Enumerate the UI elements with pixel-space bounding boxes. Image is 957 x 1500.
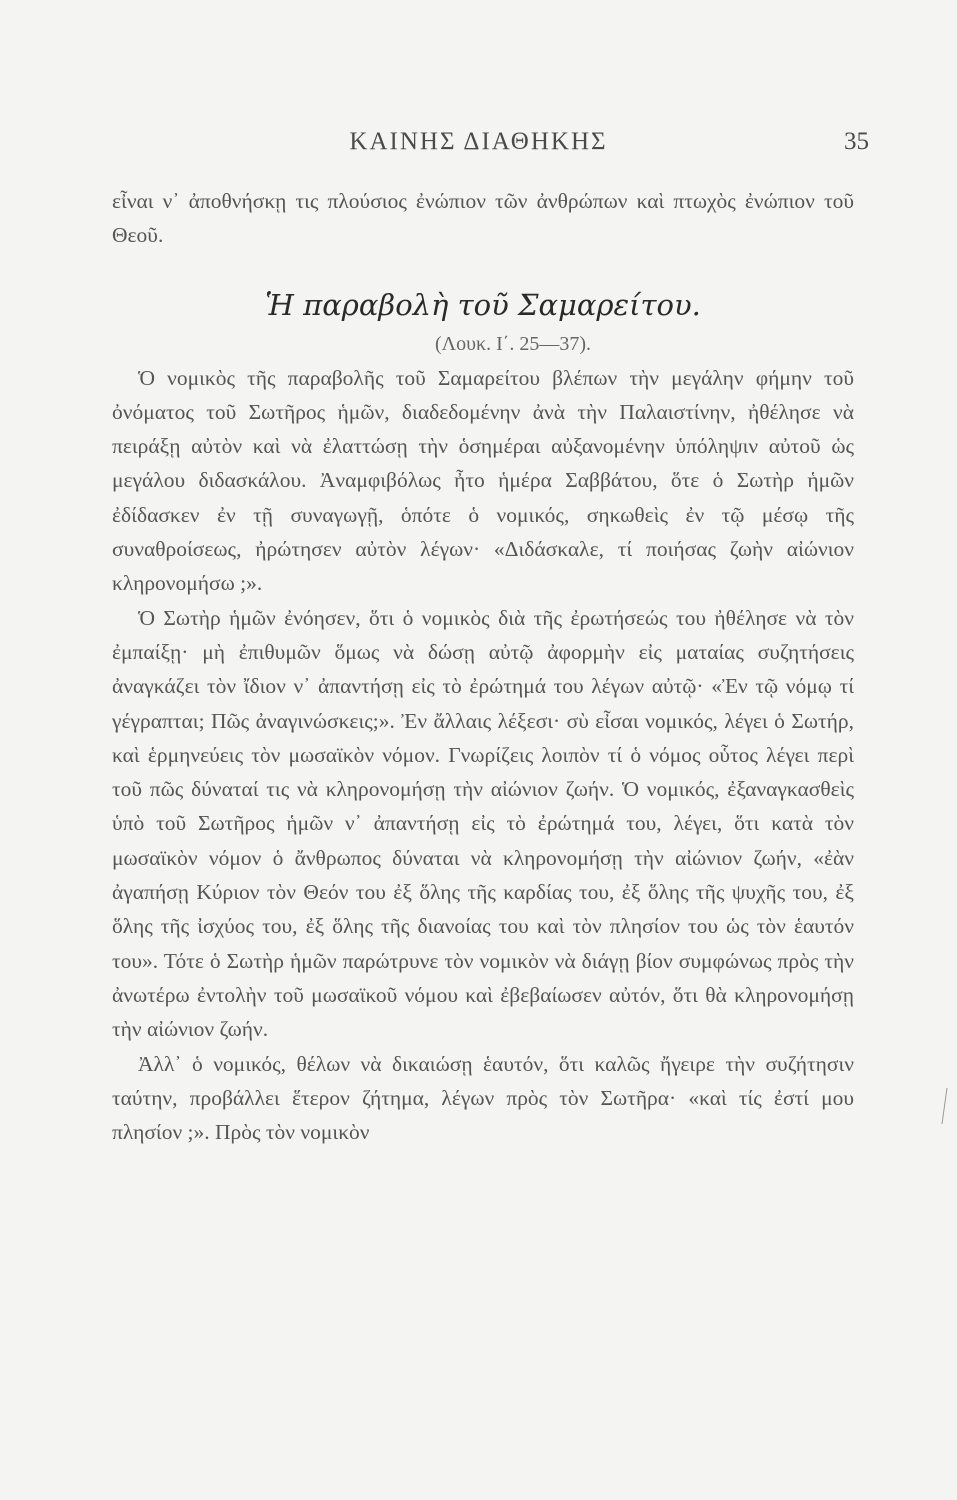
paragraph-2: Ὁ Σωτὴρ ἡμῶν ἐνόησεν, ὅτι ὁ νομικὸς διὰ τῆς ἐρωτήσεώς του ἠθέλησε νὰ τὸν ἐμπαίξῃ· μὴ ἐπιθυμῶν ὅμως νὰ δώσῃ αὐτῷ ἀφορμὴν εἰς ματαίας συζητήσεις ἀναγκάζει τὸν ἴδιον ν᾿ ἀπαντήσῃ εἰς τὸ ἐρώτημά του λέγων αὐτῷ· «Ἐν τῷ νόμῳ τί γέγραπται; Πῶς ἀναγινώσκεις;». Ἐν ἄλλαις λέξεσι· σὺ εἶσαι νομικός, λέγει ὁ Σωτήρ, καὶ ἑρμηνεύεις τὸν μωσαϊκὸν νόμον. Γνωρίζεις λοιπὸν τί ὁ νόμος οὗτος λέγει περὶ τοῦ πῶς δύναταί τις νὰ κληρονομήσῃ τὴν αἰώνιον ζωήν. Ὁ νομικός, ἐξαναγκασθεὶς ὑπὸ τοῦ Σωτῆρος ἡμῶν ν᾿ ἀπαντήσῃ εἰς τὸ ἐρώτημά του, λέγει, ὅτι κατὰ τὸν μωσαϊκὸν νόμον ὁ ἄνθρωπος δύναται νὰ κληρονομήσῃ τὴν αἰώνιον ζωήν, «ἐὰν ἀγαπήσῃ Κύριον τὸν Θεόν του ἐξ ὅλης τῆς καρδίας του, ἐξ ὅλης τῆς ψυχῆς του, ἐξ ὅλης τῆς ἰσχύος του, ἐξ ὅλης τῆς διανοίας του καὶ τὸν πλησίον του ὡς τὸν ἑαυτόν του». Τότε ὁ Σωτὴρ ἡμῶν παρώτρυνε τὸν νομικὸν νὰ διάγῃ βίον συμφώνως πρὸς τὴν ἀνωτέρω ἐντολὴν τοῦ μωσαϊκοῦ νόμου καὶ ἐβεβαίωσεν αὐτόν, ὅτι θὰ κληρονομήσῃ τὴν αἰώνιον ζωήν. — [112, 605, 854, 1042]
margin-pencil-mark — [941, 1088, 949, 1124]
paragraph-3: Ἀλλ᾿ ὁ νομικός, θέλων νὰ δικαιώσῃ ἑαυτόν, ὅτι καλῶς ἤγειρε τὴν συζήτησιν ταύτην, προβάλλει ἕτερον ζήτημα, λέγων πρὸς τὸν Σωτῆρα· «καὶ τίς ἐστί μου πλησίον ;». Πρὸς τὸν νομικὸν — [112, 1051, 854, 1145]
paragraph-1: Ὁ νομικὸς τῆς παραβολῆς τοῦ Σαμαρείτου βλέπων τὴν μεγάλην φήμην τοῦ ὀνόματος τοῦ Σωτῆρος ἡμῶν, διαδεδομένην ἀνὰ τὴν Παλαιστίνην, ἠθέλησε νὰ πειράξῃ αὐτὸν καὶ νὰ ἐλαττώσῃ τὴν ὁσημέραι αὐξανομένην ὑπόληψιν αὐτοῦ ὡς μεγάλου διδασκάλου. Ἀναμφιβόλως ἦτο ἡμέρα Σαββάτου, ὅτε ὁ Σωτὴρ ἡμῶν ἐδίδασκεν ἐν τῇ συναγωγῇ, ὁπότε ὁ νομικός, σηκωθεὶς ἐν τῷ μέσῳ τῆς συναθροίσεως, ἠρώτησεν αὐτὸν λέγων· «Διδάσκαλε, τί ποιήσας ζωὴν αἰώνιον κληρονομήσω ;». — [112, 365, 854, 596]
running-title: ΚΑΙΝΗΣ ΔΙΑΘΗΚΗΣ — [349, 128, 608, 155]
running-head — [0, 128, 957, 168]
section-title: Ἡ παραβολὴ τοῦ Σαμαρείτου. — [265, 287, 701, 322]
opening-paragraph: εἶναι ν᾿ ἀποθνήσκῃ τις πλούσιος ἐνώπιον τῶν ἀνθρώπων καὶ πτωχὸς ἐνώπιον τοῦ Θεοῦ. — [112, 189, 854, 248]
body-text — [112, 184, 854, 1149]
scripture-reference: (Λουκ. Ι΄. 25—37). — [434, 332, 592, 355]
page-number: 35 — [844, 128, 869, 155]
